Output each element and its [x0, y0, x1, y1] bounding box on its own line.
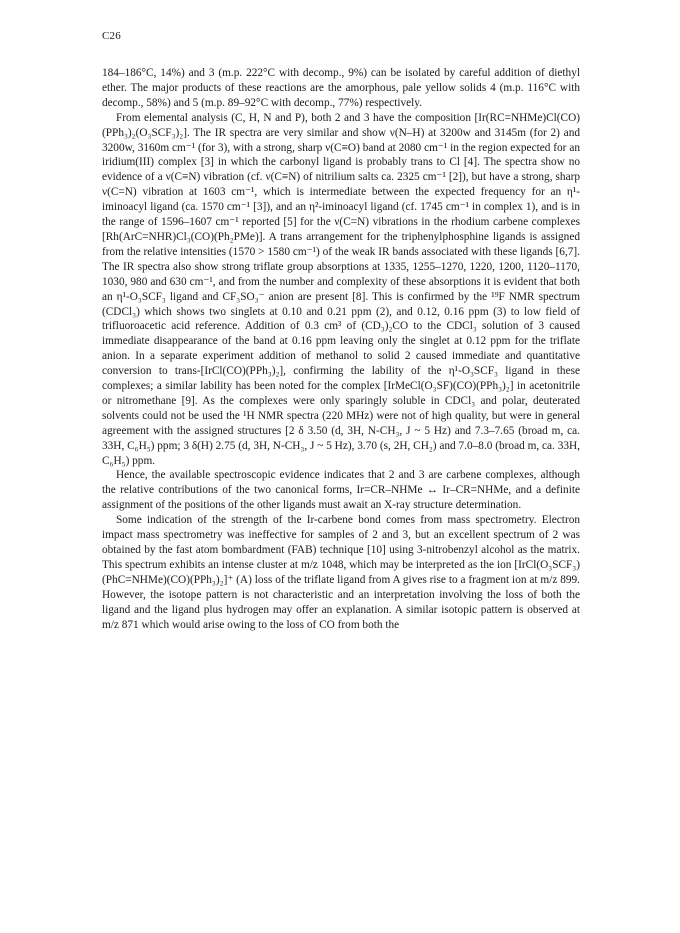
body-text — [102, 66, 580, 632]
paragraph-4: Some indication of the strength of the Ir-carbene bond comes from mass spectrometry. Electron impact mass spectrometry was ineffective for samples of 2 and 3, but an excellent spectrum of 2 was obtained by the fast atom bombardment (FAB) technique [10] using 3-nitrobenzyl alcohol as the matrix. This spectrum exhibits an intense cluster at m/z 1048, which may be interpreted as the ion [IrCl(O₃SCF₃)(PhC=NHMe)(CO)(PPh₃)₂]⁺ (A) loss of the triflate ligand from A gives rise to a fragment ion at m/z 899. However, the isotope pattern is not characteristic and an interpretation involving the loss of both the ligand and the ligand plus hydrogen may offer an explanation. A similar isotopic pattern is observed at m/z 871 which would arise owing to the loss of CO from both the — [102, 514, 580, 631]
paragraph-1: 184–186°C, 14%) and 3 (m.p. 222°C with decomp., 9%) can be isolated by careful addition of diethyl ether. The major products of these reactions are the amorphous, pale yellow solids 4 (m.p. 116°C with decomp., 58%) and 5 (m.p. 89–92°C with decomp., 77%) respectively. — [102, 67, 580, 109]
paragraph-3: Hence, the available spectroscopic evidence indicates that 2 and 3 are carbene complexes, although the relative contributions of the two canonical forms, Ir=CR–NHMe ↔ Ir–CR=NHMe, and a definite assignment of the positions of the other ligands must await an X-ray structure determination. — [102, 469, 580, 512]
page-number: C26 — [102, 30, 121, 42]
paragraph-2: From elemental analysis (C, H, N and P), both 2 and 3 have the composition [Ir(RC=NHMe)Cl(CO)(PPh₃)₂(O₃SCF₃)₂]. The IR spectra are very similar and show ν(N–H) at 3200w and 3145m (for 2) and 3200w, 3160m cm⁻¹ (for 3), with a strong, sharp ν(C≡O) band at 2080 cm⁻¹ in the region expected for an iridium(III) complex [3] in which the carbonyl ligand is probably trans to Cl [4]. The spectra show no evidence of a ν(C≡N) vibration (cf. ν(C≡N) of nitrilium salts ca. 2325 cm⁻¹ [2]), but have a strong, sharp ν(C=N) vibration at 1603 cm⁻¹, which is intermediate between the expected frequency for an η¹-iminoacyl ligand (ca. 1570 cm⁻¹ [3]), and an η²-iminoacyl ligand (cf. 1745 cm⁻¹ in complex 1), and is in the range of 1596–1607 cm⁻¹ reported [5] for the ν(C=N) vibrations in the rhodium carbene complexes [Rh(ArC=NHR)Cl₃(CO)(Ph₂PMe)]. A trans arrangement for the triphenylphosphine ligands is assigned from the relative intensities (1570 > 1580 cm⁻¹) of the weak IR bands associated with these ligands [6,7]. The IR spectra also show strong triflate group absorptions at 1335, 1255–1270, 1220, 1200, 1120–1170, 1030, 980 and 630 cm⁻¹, and from the number and complexity of these absorptions it is evident that both an η¹-O₃SCF₃ ligand and CF₃SO₃⁻ anion are present [8]. This is confirmed by the ¹⁹F NMR spectrum (CDCl₃) which shows two singlets at 0.10 and 0.21 ppm (2), and 0.12, 0.16 ppm (3) to low field of trifluoroacetic acid reference. Addition of 0.3 cm³ of (CD₃)₂CO to the CDCl₃ solution of 3 caused immediate disappearance of the band at 0.16 ppm leaving only the singlet at 0.12 ppm for the triflate anion. In a separate experiment addition of methanol to solid 2 caused immediate and quantitative conversion to trans-[IrCl(CO)(PPh₃)₂], confirming the lability of the η¹-O₃SCF₃ ligand in these complexes; a similar lability has been noted for the complex [IrMeCl(O₃SF)(CO)(PPh₃)₂] in acetonitrile or nitromethane [9]. As the complexes were only sparingly soluble in CDCl₃ and polar, deuterated solvents could not be used the ¹H NMR spectra (220 MHz) were not of high quality, but were in general agreement with the assigned structures [2 δ 3.50 (d, 3H, N-CH₃, J ~ 5 Hz) and 7.3–7.65 (broad m, ca. 33H, C₆H₅) ppm; 3 δ(H) 2.75 (d, 3H, N-CH₃, J ~ 5 Hz), 3.70 (s, 2H, CH₂) and 7.0–8.0 (broad m, ca. 33H, C₆H₅) ppm. — [102, 111, 580, 467]
